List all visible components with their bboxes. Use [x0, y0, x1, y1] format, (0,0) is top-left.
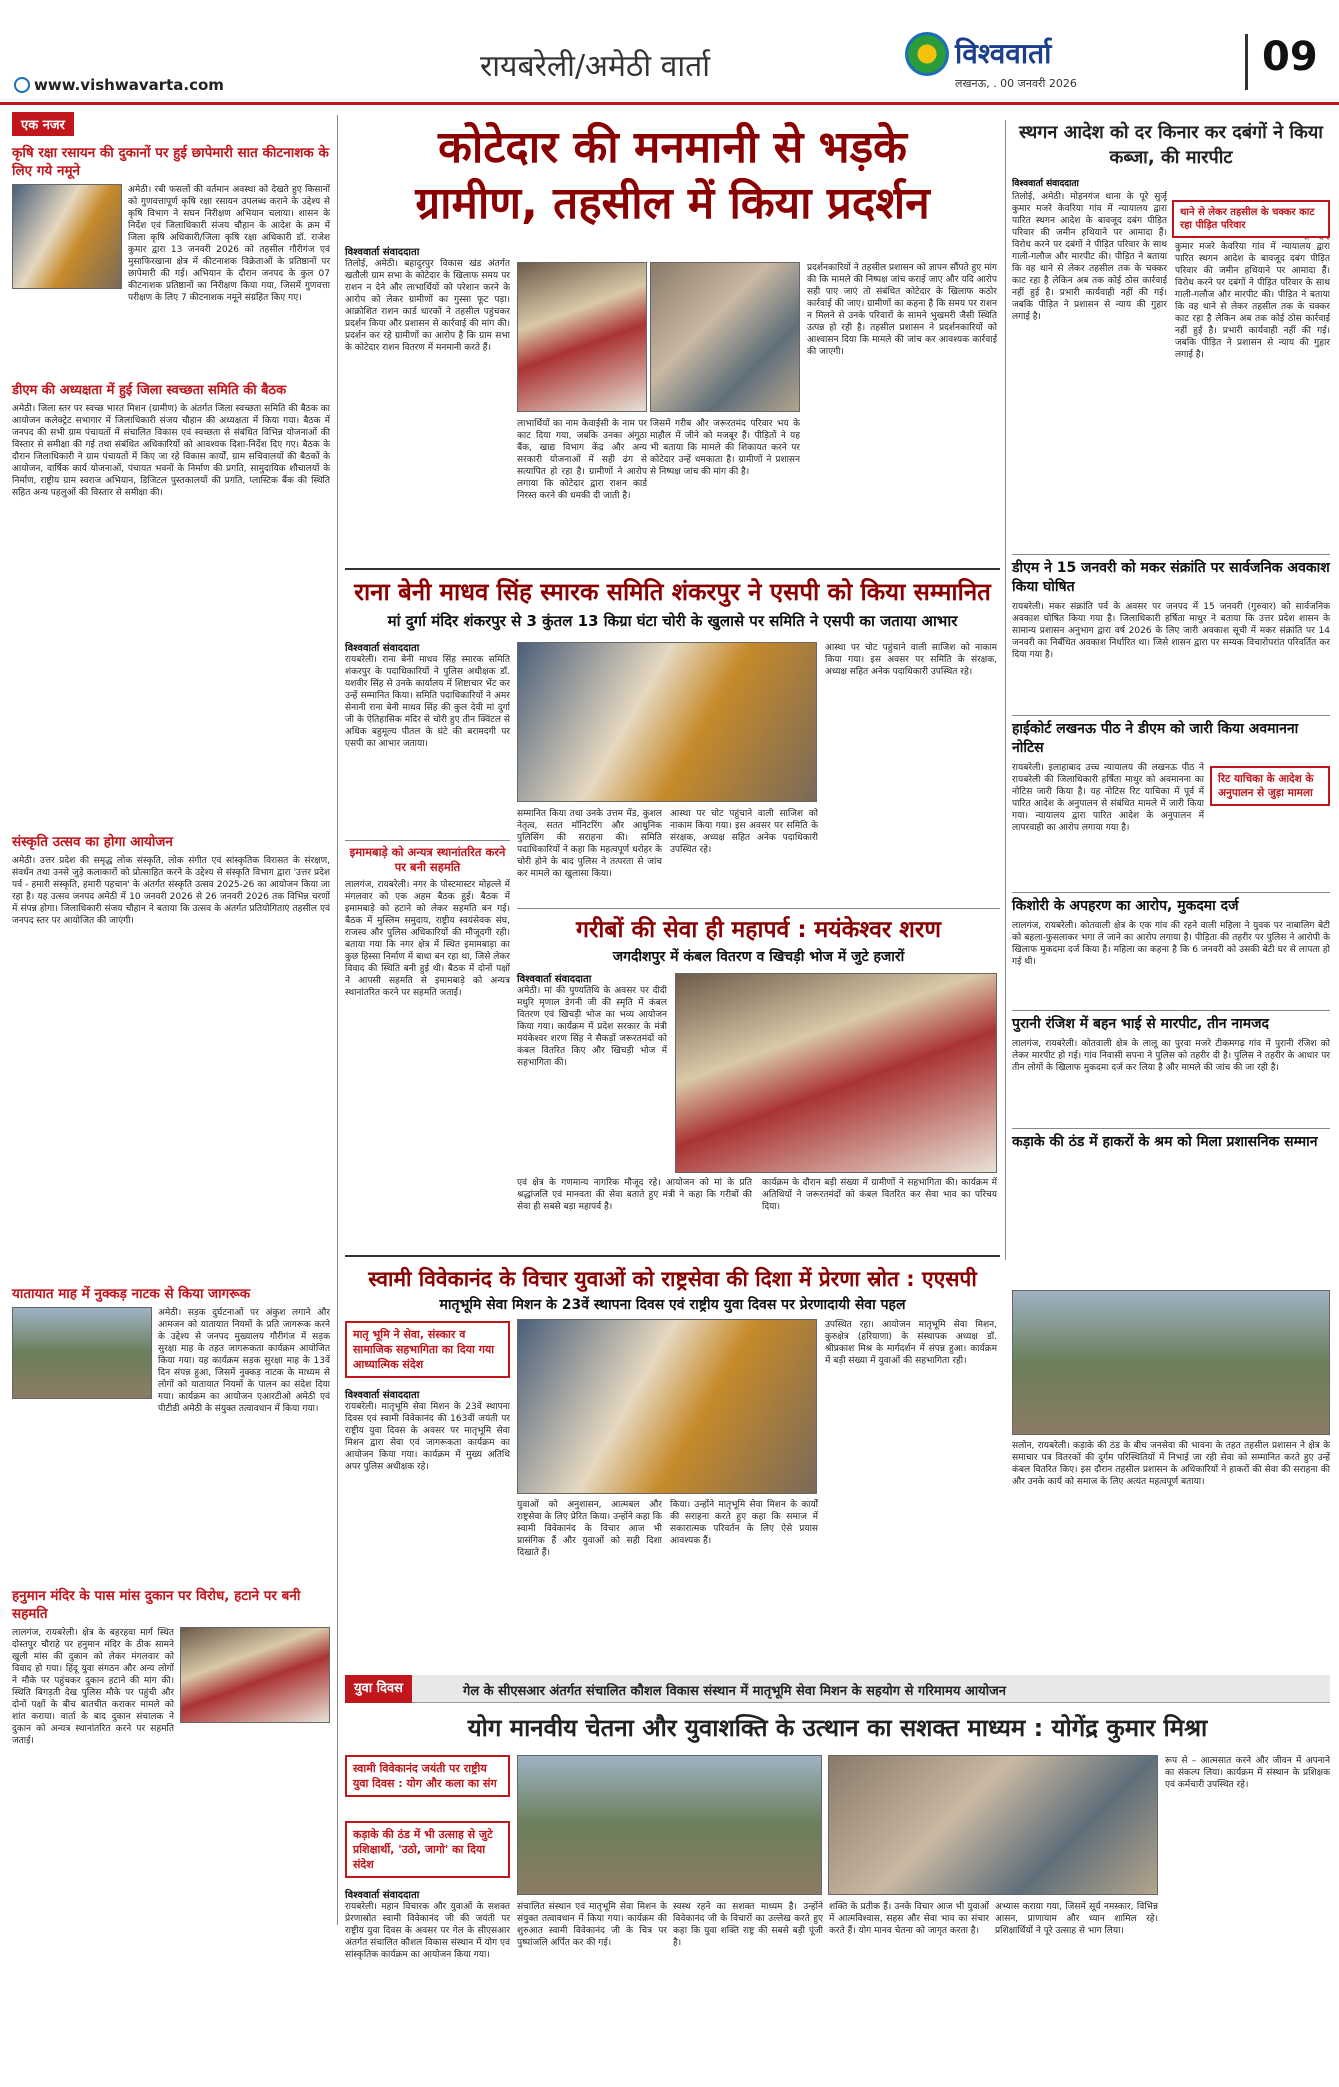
story2-body: आस्था पर चोट पहुंचाने वाली साजिश को नाकाम किया गया। इस अवसर पर समिति के संरक्षक, अध्यक्ष सहित अनेक पदाधिकारी उपस्थित रहे। [825, 643, 997, 677]
story4-byline: विश्ववार्ता संवाददाता [345, 1390, 420, 1401]
yoga-photo-2 [828, 1755, 1158, 1895]
story-headline: हनुमान मंदिर के पास मांस दुकान पर विरोध, हटाने पर बनी सहमति [12, 1588, 301, 1622]
yoga-body: रायबरेली। महान विचारक और युवाओं के सशक्त प्रेरणास्रोत स्वामी विवेकानंद जी की जयंती पर राष्ट्रीय युवा दिवस के अवसर पर गेल के सीएसआर अंतर्गत संचालित कौशल विकास संस्थान में योग एवं सांस्कृतिक कार्यक्रम का आयोजन किया गया। [345, 1902, 510, 1960]
story2-headline: राना बेनी माधव सिंह स्मारक समिति शंकरपुर ने एसपी को किया सम्मानित [354, 578, 991, 606]
shop-protest-photo [180, 1627, 330, 1723]
brand-logo-icon [905, 32, 949, 76]
lead-headline-line1: कोटेदार की मनमानी से भड़के [438, 122, 907, 173]
hawker-blanket-photo [1012, 1290, 1330, 1435]
right-s1-byline: विश्ववार्ता संवाददाता [1012, 179, 1079, 189]
story-headline: डीएम की अध्यक्षता में हुई जिला स्वच्छता समिति की बैठक [12, 383, 287, 398]
imambara-body: लालगंज, रायबरेली। नगर के पोस्टमास्टर मोहल्ले में मंगलवार को एक अहम बैठक हुई। बैठक में इमामबाड़े को हटाने को लेकर सहमति बन गई। बैठक में मुस्लिम समुदाय, राष्ट्रीय स्वयंसेवक संघ, राजस्व और पुलिस अधिकारियों की मौजूदगी रही। बताया गया कि नगर क्षेत्र में स्थित इमामबाड़ा का कुछ हिस्सा निर्माण में बाधा बन रहा था, जिसे लेकर विवाद की स्थिति बनी हुई थी। बैठक में दोनों पक्षों ने आपसी सहमति से इमामबाड़े को अन्यत्र स्थानांतरित करने पर सहमति जताई। [345, 880, 510, 998]
story2-deck: मां दुर्गा मंदिर शंकरपुर से 3 कुंतल 13 किग्रा घंटा चोरी के खुलासे पर समिति ने एसपी का जताया आभार [387, 612, 958, 630]
youth-day-photo [517, 1319, 817, 1494]
imambara-headline: इमामबाड़े को अन्यत्र स्थानांतरित करने पर बनी सहमति [349, 845, 506, 874]
story4-body: उपस्थित रहा। आयोजन मातृभूमि सेवा मिशन, कुरुक्षेत्र (हरियाणा) के संस्थापक अध्यक्ष डॉ. श्रीप्रकाश मिश्र के मार्गदर्शन में संपन्न हुआ। कार्यक्रम में बड़ी संख्या में युवाओं की सहभागिता रही। [825, 1320, 997, 1366]
yoga-callout-1: स्वामी विवेकानंद जयंती पर राष्ट्रीय युवा दिवस : योग और कला का संग [345, 1755, 510, 1797]
right-s4-headline: किशोरी के अपहरण का आरोप, मुकदमा दर्ज [1012, 892, 1330, 916]
story4-body: रायबरेली। मातृभूमि सेवा मिशन के 23वें स्थापना दिवस एवं स्वामी विवेकानंद की 163वीं जयंती पर राष्ट्रीय युवा दिवस के अवसर पर मातृभूमि सेवा मिशन द्वारा सेवा एवं जागरूकता कार्यक्रम का आयोजन किया गया। कार्यक्रम में मुख्य अतिथि अपर पुलिस अधीक्षक रहे। [345, 1402, 510, 1472]
right-s2-body: रायबरेली। मकर संक्रांति पर्व के अवसर पर जनपद में 15 जनवरी (गुरुवार) को सार्वजनिक अवकाश घोषित किया गया है। जिलाधिकारी हर्षिता माथुर ने बताया कि उत्तर प्रदेश शासन के सामान्य प्रशासन अनुभाग द्वारा वर्ष 2026 के लिए जारी अवकाश सूची में मकर संक्रांति पर 14 जनवरी का निर्बंधित अवकाश निर्धारित था। जिसे शासन द्वारा पर सम्यक विचारोपरांत परिवर्तित कर दिया गया है। [1012, 602, 1330, 660]
story-body: लालगंज, रायबरेली। क्षेत्र के बहरहवा मार्ग स्थित दोस्तपुर चौराहे पर हनुमान मंदिर के ठीक सामने खुली मांस की दुकान को लेकर मंगलवार को विवाद हो गया। हिंदू युवा संगठन और अन्य लोगों ने मौके पर पहुंचकर दुकान हटाने की मांग की। स्थिति बिगड़ती देख पुलिस मौके पर पहुंची और दोनों पक्षों के बीच बातचीत कराकर मामले को शांत कराया। वार्ता के बाद दुकान संचालक ने दुकान को अन्यत्र स्थानांतरित करने पर सहमति जताई। [12, 1628, 174, 1746]
yoga-body: अभ्यास कराया गया, जिसमें सूर्य नमस्कार, विभिन्न आसन, प्राणायाम और ध्यान शामिल रहे। प्रशिक्षार्थियों ने पूरे उत्साह से भाग लिया। [995, 1902, 1158, 1936]
yoga-photo-1 [517, 1755, 822, 1895]
story3-body: अमेठी। मां की पुण्यतिथि के अवसर पर दीदी मधुरि मृणाल डेगनी जी की स्मृति में कंबल वितरण एवं खिचड़ी भोज का भव्य आयोजन किया गया। कार्यक्रम में प्रदेश सरकार के मंत्री मयंकेश्वर शरण सिंह ने सैकड़ों जरूरतमंदों को कंबल वितरित किए और खिचड़ी भोज में सहभागिता की। [517, 986, 667, 1068]
story2-body: रायबरेली। राना बेनी माधव सिंह स्मारक समिति शंकरपुर के पदाधिकारियों ने पुलिस अधीक्षक डॉ. यशवीर सिंह से उनके कार्यालय में शिष्टाचार भेंट कर उन्हें सम्मानित किया। समिति पदाधिकारियों ने अमर सेनानी राना बेनी माधव सिंह की कुल देवी मां दुर्गा जी के ऐतिहासिक मंदिर से चोरी हुए तीन क्विंटल से अधिक बहुमूल्य पीतल के घंटे की बरामदगी पर एसपी का आभार जताया। [345, 655, 510, 749]
yoga-body: रूप से – आत्मसात करने और जीवन में अपनाने का संकल्प लिया। कार्यक्रम में संस्थान के प्रशिक्षक एवं कर्मचारी उपस्थित रहे। [1165, 1756, 1330, 1790]
column-rule [1005, 120, 1006, 1260]
story3-body: कार्यक्रम के दौरान बड़ी संख्या में ग्रामीणों ने सहभागिता की। कार्यक्रम में अतिथियों ने जरूरतमंदों को कंबल वितरित कर सेवा भाव का परिचय दिया। [762, 1178, 997, 1212]
right-s3-callout: रिट याचिका के आदेश के अनुपालन से जुड़ा मामला [1210, 766, 1330, 806]
right-s6-body: सलोन, रायबरेली। कड़ाके की ठंड के बीच जनसेवा की भावना के तहत तहसील प्रशासन ने क्षेत्र के समाचार पत्र वितरकों की दुर्गम परिस्थितियों में निभाई जा रही सेवा को सम्मानित करते हुए उन्हें कंबल वितरित किए। इस दौरान तहसील प्रशासन के अधिकारियों ने हाकरों की सेवा की सराहना की और उनके कार्य को समाज के लिए अत्यंत महत्वपूर्ण बताया। [1012, 1441, 1330, 1487]
lead-body: जिसमें गरीब और जरूरतमंद परिवार भय के माहौल में जीने को मजबूर हैं। पीड़ितों ने यह भी बताया कि मामले की शिकायत करने पर कोटेदार उन्हें धमकाता है। ग्रामीणों ने प्रशासन से निष्पक्ष जांच की मांग की है। [650, 419, 800, 477]
right-s4-body: लालगंज, रायबरेली। कोतवाली क्षेत्र के एक गांव की रहने वाली महिला ने युवक पर नाबालिग बेटी को बहला-फुसलाकर भगा ले जाने का आरोप लगाया है। पीड़िता की तहरीर पर पुलिस ने आरोपी के खिलाफ मुकदमा दर्ज किया है। महिला का कहना है कि 6 जनवरी को उसकी बेटी घर से लापता हो गई थी। [1012, 921, 1330, 967]
story-headline: कृषि रक्षा रसायन की दुकानों पर हुई छापेमारी सात कीटनाशक के लिए गये नमूने [12, 145, 329, 179]
story3-headline: गरीबों की सेवा ही महापर्व : मयंकेश्वर शरण [576, 917, 941, 943]
story-vivekanand [345, 1255, 1000, 1665]
story-body: अमेठी। सड़क दुर्घटनाओं पर अंकुश लगाने और आमजन को यातायात नियमों के प्रति जागरूक करने के उद्देश्य से जनपद मुख्यालय गौरीगंज में सड़क सुरक्षा माह के तहत जागरूकता कार्यक्रम आयोजित किया गया। यह कार्यक्रम सड़क सुरक्षा माह के 13वें दिन संपन्न हुआ, जिसमें नुक्कड़ नाटक के माध्यम से लोगों को यातायात नियमों के पालन का संदेश दिया गया। कार्यक्रम का आयोजन एआरटीओ अमेठी एवं पीटीडी अमेठी के संयुक्त तत्वावधान में किया गया। [158, 1308, 330, 1414]
story2-body: आस्था पर चोट पहुंचाने वाली साजिश को नाकाम किया गया। इस अवसर पर समिति के संरक्षक, अध्यक्ष सहित अनेक पदाधिकारी उपस्थित रहे। [670, 809, 818, 855]
protest-photo-2 [650, 262, 800, 412]
youth-day-tag: युवा दिवस [345, 1675, 412, 1703]
story3-body: एवं क्षेत्र के गणमान्य नागरिक मौजूद रहे। आयोजन को मां के प्रति श्रद्धांजलि एवं मानवता की सेवा बताते हुए मंत्री ने कहा कि गरीबों की सेवा ही सबसे बड़ा महापर्व है। [517, 1178, 752, 1212]
right-column [1012, 120, 1330, 1255]
right-s6-headline: कड़ाके की ठंड में हाकरों के श्रम को मिला प्रशासनिक सम्मान [1012, 1128, 1330, 1152]
story2-byline: विश्ववार्ता संवाददाता [345, 643, 420, 654]
brand-name: विश्ववार्ता [955, 37, 1052, 70]
lead-story [345, 120, 1000, 560]
story2-body: सम्मानित किया तथा उनके उत्तम मेंड, कुशल नेतृत्व, सतत मॉनिटरिंग और आधुनिक पुलिसिंग की सराहना की। समिति पदाधिकारियों ने कहा कि महत्वपूर्ण धरोहर के चोरी होने के बाद पुलिस ने तत्परता से जांच कर मामले का खुलासा किया। [517, 809, 662, 879]
yoga-body: शक्ति के प्रतीक हैं। उनके विचार आज भी युवाओं में आत्मविश्वास, सहस और सेवा भाव का संचार करते हैं। योग मानव चेतना को जागृत करता है। [829, 1902, 989, 1936]
story4-deck: मातृभूमि सेवा मिशन के 23वें स्थापना दिवस एवं राष्ट्रीय युवा दिवस पर प्रेरणादायी सेवा पहल [439, 1297, 906, 1313]
right-s5-headline: पुरानी रंजिश में बहन भाई से मारपीट, तीन नामजद [1012, 1010, 1330, 1034]
story4-headline: स्वामी विवेकानंद के विचार युवाओं को राष्ट्रसेवा की दिशा में प्रेरणा स्रोत : एएसपी [368, 1267, 977, 1291]
right-s3-headline: हाईकोर्ट लखनऊ पीठ ने डीएम को जारी किया अवमानना नोटिस [1012, 715, 1330, 758]
protest-photo-1 [517, 262, 647, 412]
right-s5-body: लालगंज, रायबरेली। कोतवाली क्षेत्र के लालू का पुरवा मजरे टीकमगढ़ गांव में पुरानी रंजिश को लेकर मारपीट हो गई। गांव निवासी सपना ने पुलिस को तहरीर दी है। पुलिस ने तहरीर के आधार पर तीन लोगों के खिलाफ मुकदमा दर्ज कर लिया है और मामले की जांच की जा रही है। [1012, 1039, 1330, 1073]
column-rule [337, 115, 338, 1925]
yoga-callout-2: कड़ाके की ठंड में भी उत्साह से जुटे प्रशिक्षार्थी, 'उठो, जागो' का दिया संदेश [345, 1821, 510, 1878]
website[interactable]: www.vishwavarta.com [14, 76, 224, 94]
story-blanket [517, 908, 1000, 1248]
lead-headline-line2: ग्रामीण, तहसील में किया प्रदर्शन [415, 178, 930, 229]
story3-byline: विश्ववार्ता संवाददाता [517, 974, 592, 985]
left-column [12, 112, 330, 2082]
right-s3-body: रायबरेली। इलाहाबाद उच्च न्यायालय की लखनऊ पीठ ने रायबरेली की जिलाधिकारी हर्षिता माथुर को अवमानना का नोटिस जारी किया है। यह नोटिस रिट याचिका में पूर्व में पारित आदेश के अनुपालन से संबंधित मामले में जारी किया गया। न्यायालय द्वारा पारित आदेश के अनुपालन में लापरवाही का आरोप लगाया गया है। [1012, 763, 1204, 833]
shop-photo [12, 184, 122, 289]
blanket-distribution-photo [675, 973, 997, 1173]
yoga-strap [345, 1675, 1330, 1703]
yoga-story [345, 1675, 1330, 2080]
story4-callout: मातृ भूमि ने सेवा, संस्कार व सामाजिक सहभागिता का दिया गया आध्यात्मिक संदेश [345, 1321, 510, 1378]
right-s2-headline: डीएम ने 15 जनवरी को मकर संक्रांति पर सार्वजनिक अवकाश किया घोषित [1012, 554, 1330, 597]
yoga-byline: विश्ववार्ता संवाददाता [345, 1890, 420, 1901]
yoga-strap-text: गेल के सीएसआर अंतर्गत संचालित कौशल विकास संस्थान में मातृभूमि सेवा मिशन के सहयोग से गरिमामय आयोजन [463, 1684, 1006, 1699]
right-s1-body: कुमार मजरे केवरिया गांव में न्यायालय द्वारा पारित स्थगन आदेश के बावजूद दबंग पीड़ित परिवार की जमीन हथियाने पर आमादा हैं। विरोध करने पर दबंगों ने पीड़ित परिवार के साथ गाली-गलौज और मारपीट की। पीड़ित ने बताया कि वह थाने से लेकर तहसील तक के चक्कर काट रहा है लेकिन अब तक कोई ठोस कार्रवाई नहीं हुई है। प्रभारी कार्यवाही नहीं की गई। जबकि पीड़ित ने प्रशासन से न्याय की गुहार लगाई है। [1175, 242, 1330, 360]
page-number: 09 [1245, 34, 1325, 90]
right-s1-headline: स्थगन आदेश को दर किनार कर दबंगों ने किया कब्जा, की मारपीट [1019, 122, 1323, 168]
story-headline: संस्कृति उत्सव का होगा आयोजन [12, 834, 173, 850]
story4-body: किया। उन्होंने मातृभूमि सेवा मिशन के कार्यों की सराहना करते हुए कहा कि समाज में सकारात्मक परिवर्तन के लिए ऐसे प्रयास आवश्यक हैं। [670, 1500, 818, 1546]
story-body: अमेठी। रबी फसलों की वर्तमान अवस्था को देखते हुए किसानों को गुणवत्तापूर्ण कृषि रक्षा रसायन उपलब्ध कराने के उद्देश्य से कृषि विभाग ने सघन निरीक्षण अभियान चलाया। शासन के निर्देश एवं जिलाधिकारी संजय चौहान के आदेश के क्रम में जिला कृषि अधिकारी/जिला कृषि रक्षा अधिकारी डॉ. राजेश कुमार द्वारा 13 जनवरी 2026 को तहसील गौरीगंज एवं मुसाफिरखाना क्षेत्र में कीटनाशक विक्रेताओं के प्रतिष्ठानों पर छापेमारी की गई। अभियान के दौरान जनपद के कुल 07 कीटनाशक प्रतिष्ठानों का निरीक्षण किया गया, जिसमें गुणवत्ता परीक्षण के लिए 7 कीटनाशक नमूने संग्रहित किए गए। [128, 185, 330, 303]
yoga-headline: योग मानवीय चेतना और युवाशक्ति के उत्थान का सशक्त माध्यम : योगेंद्र कुमार मिश्रा [467, 1714, 1208, 1742]
lead-body: लाभार्थियों का नाम केवाईसी के नाम पर काट दिया गया, जबकि उनका अंगूठा बैंक, खाद्य विभाग केंद्र और अन्य सरकारी योजनाओं में सही ढंग से सत्यापित हो रहा है। ग्रामीणों ने आरोप लगाया कि कोटेदार द्वारा राशन कार्ड निरस्त करने की धमकी दी जाती है। [517, 419, 647, 501]
dateline: लखनऊ, . 00 जनवरी 2026 [955, 77, 1077, 90]
right-s1-body: तिलोई, अमेठी। मोहनगंज थाना के पूरे सुर्जू कुमार मजरे केवरिया गांव में न्यायालय द्वारा पारित स्थगन आदेश के बावजूद दबंग पीड़ित परिवार की जमीन हथियाने पर आमादा हैं। विरोध करने पर दबंगों ने पीड़ित परिवार के साथ गाली-गलौज और मारपीट की। पीड़ित ने बताया कि वह थाने से लेकर तहसील तक के चक्कर काट रहा है लेकिन अब तक कोई ठोस कार्रवाई नहीं हुई है। प्रभारी कार्यवाही नहीं की गई। जबकि पीड़ित ने प्रशासन से न्याय की गुहार लगाई है। [1012, 192, 1167, 322]
story4-body: युवाओं को अनुशासन, आत्मबल और राष्ट्रसेवा के लिए प्रेरित किया। उन्होंने कहा कि स्वामी विवेकानंद के विचार आज भी प्रासंगिक हैं और युवाओं को सही दिशा दिखाते हैं। [517, 1500, 662, 1558]
story-body: अमेठी। जिला स्तर पर स्वच्छ भारत मिशन (ग्रामीण) के अंतर्गत जिला स्वच्छता समिति की बैठक का आयोजन कलेक्ट्रेट सभागार में जिलाधिकारी संजय चौहान की अध्यक्षता में किया गया। बैठक में जनपद की सभी ग्राम पंचायतों में संचालित विकास एवं स्वच्छता से संबंधित विभिन्न योजनाओं की विस्तार से समीक्षा की गई तथा संबंधित अधिकारियों को आवश्यक दिशा-निर्देश दिए गए। बैठक के दौरान जिलाधिकारी ने ग्राम पंचायतों में किए जा रहे विकास कार्यों, ग्राम सचिवालयों की बैठकों के आयोजन, वार्षिक कार्य योजनाओं, पंचायत भवनों के निर्माण की प्रगति, सामुदायिक शौचालयों के निर्माण, राष्ट्रीय ग्राम स्वराज अभियान, डिजिटल पुस्तकालयों की प्रगति, प्लास्टिक बैंक की स्थिति सहित अन्य पहलुओं की विस्तार से समीक्षा की। [12, 404, 330, 498]
ek-nazar-badge: एक नजर [12, 112, 74, 136]
lead-byline: विश्ववार्ता संवाददाता [345, 247, 420, 258]
story-headline: यातायात माह में नुक्कड़ नाटक से किया जागरूक [12, 1286, 251, 1302]
masthead [0, 0, 1339, 105]
web-icon [14, 77, 30, 93]
sp-honour-photo [517, 642, 817, 802]
story-body: अमेठी। उत्तर प्रदेश की समृद्ध लोक संस्कृति, लोक संगीत एवं सांस्कृतिक विरासत के संरक्षण, संवर्धन तथा उनसे जुड़े कलाकारों को प्रोत्साहित करने के उद्देश्य से संस्कृति विभाग द्वारा 'उत्तर प्रदेश पर्व - हमारी संस्कृति, हमारी पहचान' के अंतर्गत संस्कृति उत्सव 2025-26 का आयोजन किया जा रहा है। यह उत्सव जनपद अमेठी में 10 जनवरी 2026 से 26 जनवरी 2026 तक विभिन्न चरणों में संपन्न होगा। जिलाधिकारी संजय चौहान ने बताया कि उत्सव के अंतर्गत प्रतियोगिताएं तहसील एवं जनपद स्तर पर आयोजित की जाएंगी। [12, 856, 330, 926]
section-title: रायबरेली/अमेठी वार्ता [480, 49, 710, 84]
right-s1-callout: थाने से लेकर तहसील के चक्कर काट रहा पीड़ित परिवार [1172, 200, 1330, 238]
imambara-story [345, 840, 510, 1050]
street-play-photo [12, 1307, 152, 1399]
story3-deck: जगदीशपुर में कंबल वितरण व खिचड़ी भोज में जुटे हजारों [612, 949, 905, 965]
lead-body: तिलोई, अमेठी। बहादुरपुर विकास खंड अंतर्गत खतौली ग्राम सभा के कोटेदार के खिलाफ समय पर राशन न देने और लाभार्थियों को परेशान करने के आरोप को लेकर ग्रामीणों का गुस्सा फूट पड़ा। आक्रोशित राशन कार्ड धारकों ने तहसील पहुंचकर प्रदर्शन किया और प्रशासन से कार्रवाई की मांग की। प्रदर्शन कर रहे ग्रामीणों का आरोप है कि ग्राम सभा के कोटेदार राशन वितरण में मनमानी करते हैं। [345, 259, 510, 353]
yoga-body: स्वस्थ रहने का सशक्त माध्यम है। उन्होंने विवेकानंद जी के विचारों का उल्लेख करते हुए कहा कि युवा शक्ति राष्ट्र की सबसे बड़ी पूंजी है। [673, 1902, 823, 1948]
lead-body: प्रदर्शनकारियों ने तहसील प्रशासन को ज्ञापन सौंपते हुए मांग की कि मामले की निष्पक्ष जांच कराई जाए और यदि आरोप सही पाए जाएं तो संबंधित कोटेदार के खिलाफ कठोर कार्रवाई की जाए। ग्रामीणों का कहना है कि समय पर राशन न मिलने से उनके परिवारों के सामने भुखमरी जैसी स्थिति उत्पन्न हो रही है। तहसील प्रशासन ने प्रदर्शनकारियों को आश्वासन दिया कि मामले की जांच कर आवश्यक कार्रवाई की जाएगी। [807, 263, 997, 357]
yoga-body: संचालित संस्थान एवं मातृभूमि सेवा मिशन के संयुक्त तत्वावधान में किया गया। कार्यक्रम की शुरुआत स्वामी विवेकानंद जी के चित्र पर पुष्पांजलि अर्पित कर की गई। [517, 1902, 667, 1948]
